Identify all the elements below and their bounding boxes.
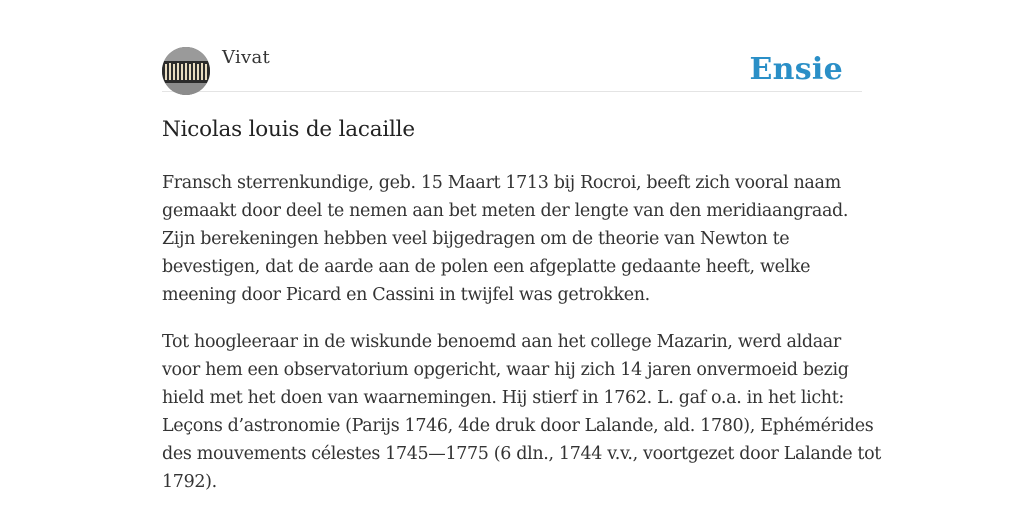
author-avatar[interactable] <box>162 47 210 95</box>
article-title: Nicolas louis de lacaille <box>162 117 415 142</box>
article-body <box>162 169 882 515</box>
page <box>162 0 881 492</box>
author-name[interactable]: Vivat <box>222 47 271 68</box>
library-shelf-icon <box>162 47 210 95</box>
brand-logo[interactable]: Ensie <box>749 52 843 87</box>
paragraph: Tot hoogleeraar in de wiskunde benoemd aan het college Mazarin, werd aldaar voor hem een observatorium opgericht, waar hij zich 14 jaren onvermoeid bezig hield met het doen van waarnemingen. Hij stierf in 1762. L. gaf o.a. in het licht: Leçons d’astronomie (Parijs 1746, 4de druk door Lalande, ald. 1780), Ephémérides des mouvements célestes 1745—1775 (6 dln., 1744 v.v., voortgezet door Lalande tot 1792). <box>162 332 881 492</box>
paragraph: Fransch sterrenkundige, geb. 15 Maart 1713 bij Rocroi, beeft zich vooral naam gemaakt door deel te nemen aan bet meten der lengte van den meridiaangraad. Zijn berekeningen hebben veel bijgedragen om de theorie van Newton te bevestigen, dat de aarde aan de polen een afgeplatte gedaante heeft, welke meening door Picard en Cassini in twijfel was getrokken. <box>162 173 849 305</box>
header <box>162 0 862 92</box>
